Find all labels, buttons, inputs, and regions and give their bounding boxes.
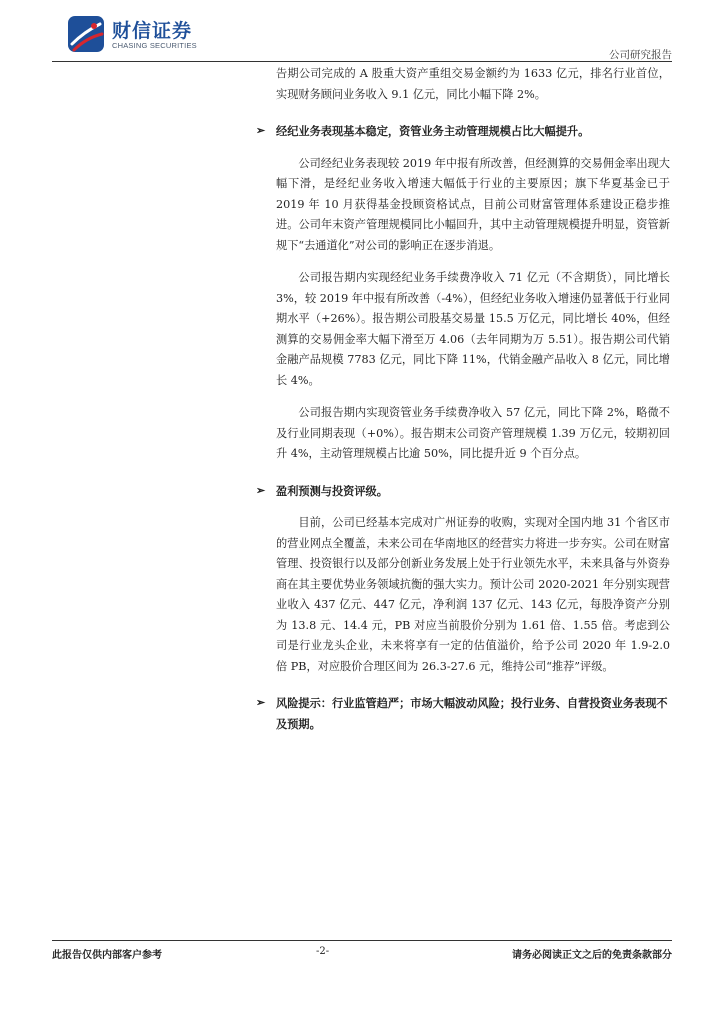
company-logo <box>66 14 206 58</box>
section-heading-risk <box>256 693 670 734</box>
section-heading-text: 风险提示：行业监管趋严；市场大幅波动风险；投行业务、自营投资业务表现不及预期。 <box>276 696 668 731</box>
section-heading-text: 经纪业务表现基本稳定，资管业务主动管理规模占比大幅提升。 <box>276 124 590 138</box>
brand-name-cn: 财信证券 <box>112 20 193 42</box>
arrowhead-bullet-icon: ➢ <box>256 124 266 137</box>
arrowhead-bullet-icon: ➢ <box>256 696 266 709</box>
paragraph-brokerage-fees: 公司报告期内实现经纪业务手续费净收入 71 亿元（不含期货），同比增长 3%，较 2019 年中报有所改善（-4%），但经纪业务收入增速仍显著低于行业同期水平（+26%）。报告期公司股基交易量 15.5 万亿元，同比增长 40%，但经测算的交易佣金率大幅下滑至万 4.06（去年同期为万 5.51）。报告期公司代销金融产品规模 7783 亿元，同比下降 11%，代销金融产品收入 8 亿元，同比增长 4%。 <box>276 271 670 387</box>
report-type-label: 公司研究报告 <box>609 49 672 61</box>
section-heading-text: 盈利预测与投资评级。 <box>276 483 388 498</box>
footer-divider <box>52 940 672 941</box>
paragraph-asset-management: 公司报告期内实现资管业务手续费净收入 57 亿元，同比下降 2%，略微不及行业同期表现（+0%）。报告期末公司资产管理规模 1.39 万亿元，较期初回升 4%，主动管理规模占比逾 50%，同比提升近 9 个百分点。 <box>276 406 670 460</box>
footer-disclaimer-right: 请务必阅读正文之后的免责条款部分 <box>512 950 672 961</box>
section-heading-brokerage <box>256 121 670 142</box>
page-number: -2- <box>316 946 330 957</box>
brand-name-en: CHASING SECURITIES <box>112 41 197 50</box>
header-divider <box>52 61 672 62</box>
footer-disclaimer-left: 此报告仅供内部客户参考 <box>52 950 162 961</box>
arrowhead-bullet-icon: ➢ <box>256 483 266 497</box>
report-body <box>256 64 670 734</box>
paragraph-forecast: 目前，公司已经基本完成对广州证券的收购，实现对全国内地 31 个省区市的营业网点全覆盖，未来公司在华南地区的经营实力将进一步夯实。公司在财富管理、投资银行以及部分创新业务发展上处于行业领先水平，未来具备与外资券商在其主要优势业务领域抗衡的强大实力。预计公司 2020-2021 年分别实现营业收入 437 亿元、447 亿元，净利润 137 亿元、143 亿元，每股净资产分别为 13.8 元、14.4 元，PB 对应当前股价分别为 1.61 倍、1.55 倍。考虑到公司是行业龙头企业，未来将享有一定的估值溢价，给予公司 2020 年 1.9-2.0 倍 PB，对应股价合理区间为 26.3-27.6 元，维持公司“推荐”评级。 <box>276 516 670 673</box>
section-heading-forecast <box>256 481 670 502</box>
paragraph-brokerage-overview: 公司经纪业务表现较 2019 年中报有所改善，但经测算的交易佣金率出现大幅下滑，是经纪业务收入增速大幅低于行业的主要原因；旗下华夏基金已于 2019 年 10 月获得基金投顾资格试点，目前公司财富管理体系建设正稳步推进。公司年末资产管理规模同比小幅回升，其中主动管理规模提升明显，资管新规下“去通道化”对公司的影响正在逐步消退。 <box>276 156 670 252</box>
chasing-securities-logo-icon <box>66 14 106 54</box>
intro-paragraph: 告期公司完成的 A 股重大资产重组交易金额约为 1633 亿元，排名行业首位，实现财务顾问业务收入 9.1 亿元，同比小幅下降 2%。 <box>276 67 670 101</box>
